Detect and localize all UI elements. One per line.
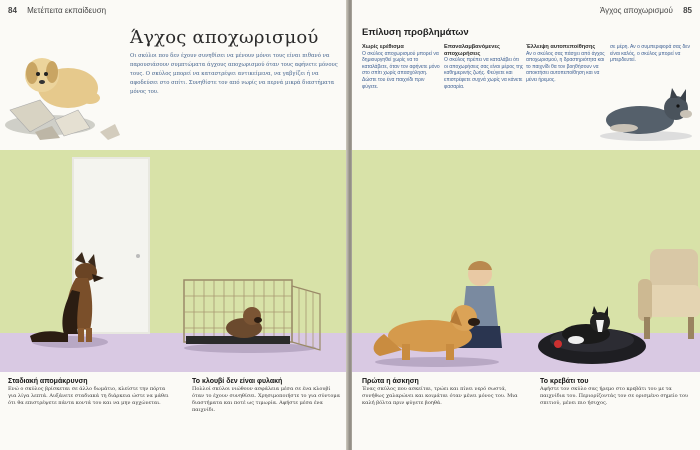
left-page-number: 84 (8, 6, 17, 15)
right-page (352, 0, 700, 450)
puppy-with-shredded-paper-photo (0, 40, 126, 145)
caption-text: Ενώ ο σκύλος βρίσκεται σε άλλο δωμάτιο, κλείστε την πόρτα για λίγα λεπτά. Αυξάνετε σταδιακά τη διάρκεια ώστε να μάθει ότι θα επιστρέψετε πάντα κοντά του και να μην αγχώνεται. (8, 386, 169, 406)
grey-dog-lying-photo (594, 82, 698, 142)
armchair-photo (636, 245, 700, 345)
problem-column-3 (526, 44, 606, 84)
page-title: Άγχος αποχωρισμού (130, 27, 319, 48)
caption-title: Πρώτα η άσκηση (362, 378, 419, 385)
section-title: Επίλυση προβλημάτων (362, 27, 469, 38)
column-heading: Επαναλαμβανόμενες αποχωρήσεις (444, 44, 500, 57)
german-shepherd-sitting-photo (20, 250, 110, 350)
right-page-number: 85 (683, 6, 692, 15)
problem-column-1 (362, 44, 442, 90)
column-heading: Έλλειψη αυτοπεποίθησης (526, 44, 596, 50)
caption-dog-bed (540, 378, 690, 407)
right-running-title: Άγχος αποχωρισμού (599, 6, 673, 15)
door-knob (136, 254, 140, 258)
dog-on-bed-photo (536, 300, 648, 366)
caption-text: Ένας σκύλος που ασκείται, τρώει και πίνει νερό σωστά, συνήθως χαλαρώνει και κοιμάται όταν μένει μόνος του. Μια καλή βόλτα πριν φύγετε βοηθά. (362, 386, 518, 406)
caption-gradual-separation (8, 378, 170, 407)
column-text: σε μέρη. Αν ο συμπεριφορά σας δεν είναι καλός, ο σκύλος μπορεί να μπερδευτεί. (610, 44, 691, 64)
boy-with-golden-retriever-photo (362, 256, 512, 368)
caption-exercise-first (362, 378, 520, 407)
caption-title: Το κρεβάτι του (540, 378, 589, 385)
caption-crate (192, 378, 342, 414)
caption-text: Αφήστε τον σκύλο σας ήρεμο στο κρεβάτι του με τα παιχνίδια του. Περιορίζοντάς τον σε ορισμένο σημείο του σπιτιού, μένει πιο ήσυχος. (540, 386, 689, 406)
caption-text: Πολλοί σκύλοι νιώθουν ασφάλεια μέσα σε ένα κλουβί όταν το έχουν συνηθίσει. Χρησιμοποιήστε το για σύντομα διαστήματα και ποτέ ως τιμωρία. Αφήστε μέσα ένα παιχνίδι. (192, 386, 340, 413)
left-running-title: Μετέπειτα εκπαίδευση (27, 6, 107, 15)
problem-column-4 (610, 44, 692, 64)
column-heading: Χωρίς ερέθισμα (362, 44, 404, 50)
caption-title: Σταδιακή απομάκρυνση (8, 378, 88, 385)
left-page (0, 0, 348, 450)
left-running-head (8, 6, 106, 15)
column-text: Ο σκύλος αποχωρισμού μπορεί να δημιουργηθεί χωρίς να το καταλάβετε, όταν τον αφήνετε μόνο στο σπίτι χωρίς απασχόληση. Δώστε του ένα παιχνίδι πριν φύγετε. (362, 50, 440, 90)
problem-column-2 (444, 44, 524, 90)
column-text: Αν ο σκύλος σας πάσχει από άγχος αποχωρισμού, η δραστηριότητα και το παιχνίδι θα τον βοηθήσουν να αποκτήσει αυτοπεποίθηση και να μένει ήρεμος. (526, 50, 605, 83)
caption-title: Το κλουβί δεν είναι φυλακή (192, 378, 283, 385)
intro-paragraph: Οι σκύλοι που δεν έχουν συνηθίσει να μένουν μόνοι τους είναι πιθανό να παρουσιάσουν συμπτώματα άγχους αποχωρισμού όταν τους αφήνετε μόνους τους. Ο σκύλος μπορεί να καταστρέψει αντικείμενα, να γαβγίζει ή να αφοδεύσει στο σπίτι. Συνηθίστε τον από νωρίς να περνά μικρά διαστήματα μόνος του. (130, 53, 338, 95)
dog-in-crate-photo (180, 276, 325, 354)
right-running-head (600, 6, 692, 15)
column-text: Ο σκύλος πρέπει να καταλάβει ότι οι αποχωρήσεις σας είναι μέρος της καθημερινής ζωής. Φεύγετε και επιστρέφετε συχνά χωρίς να κάνετε φασαρία. (444, 57, 524, 90)
